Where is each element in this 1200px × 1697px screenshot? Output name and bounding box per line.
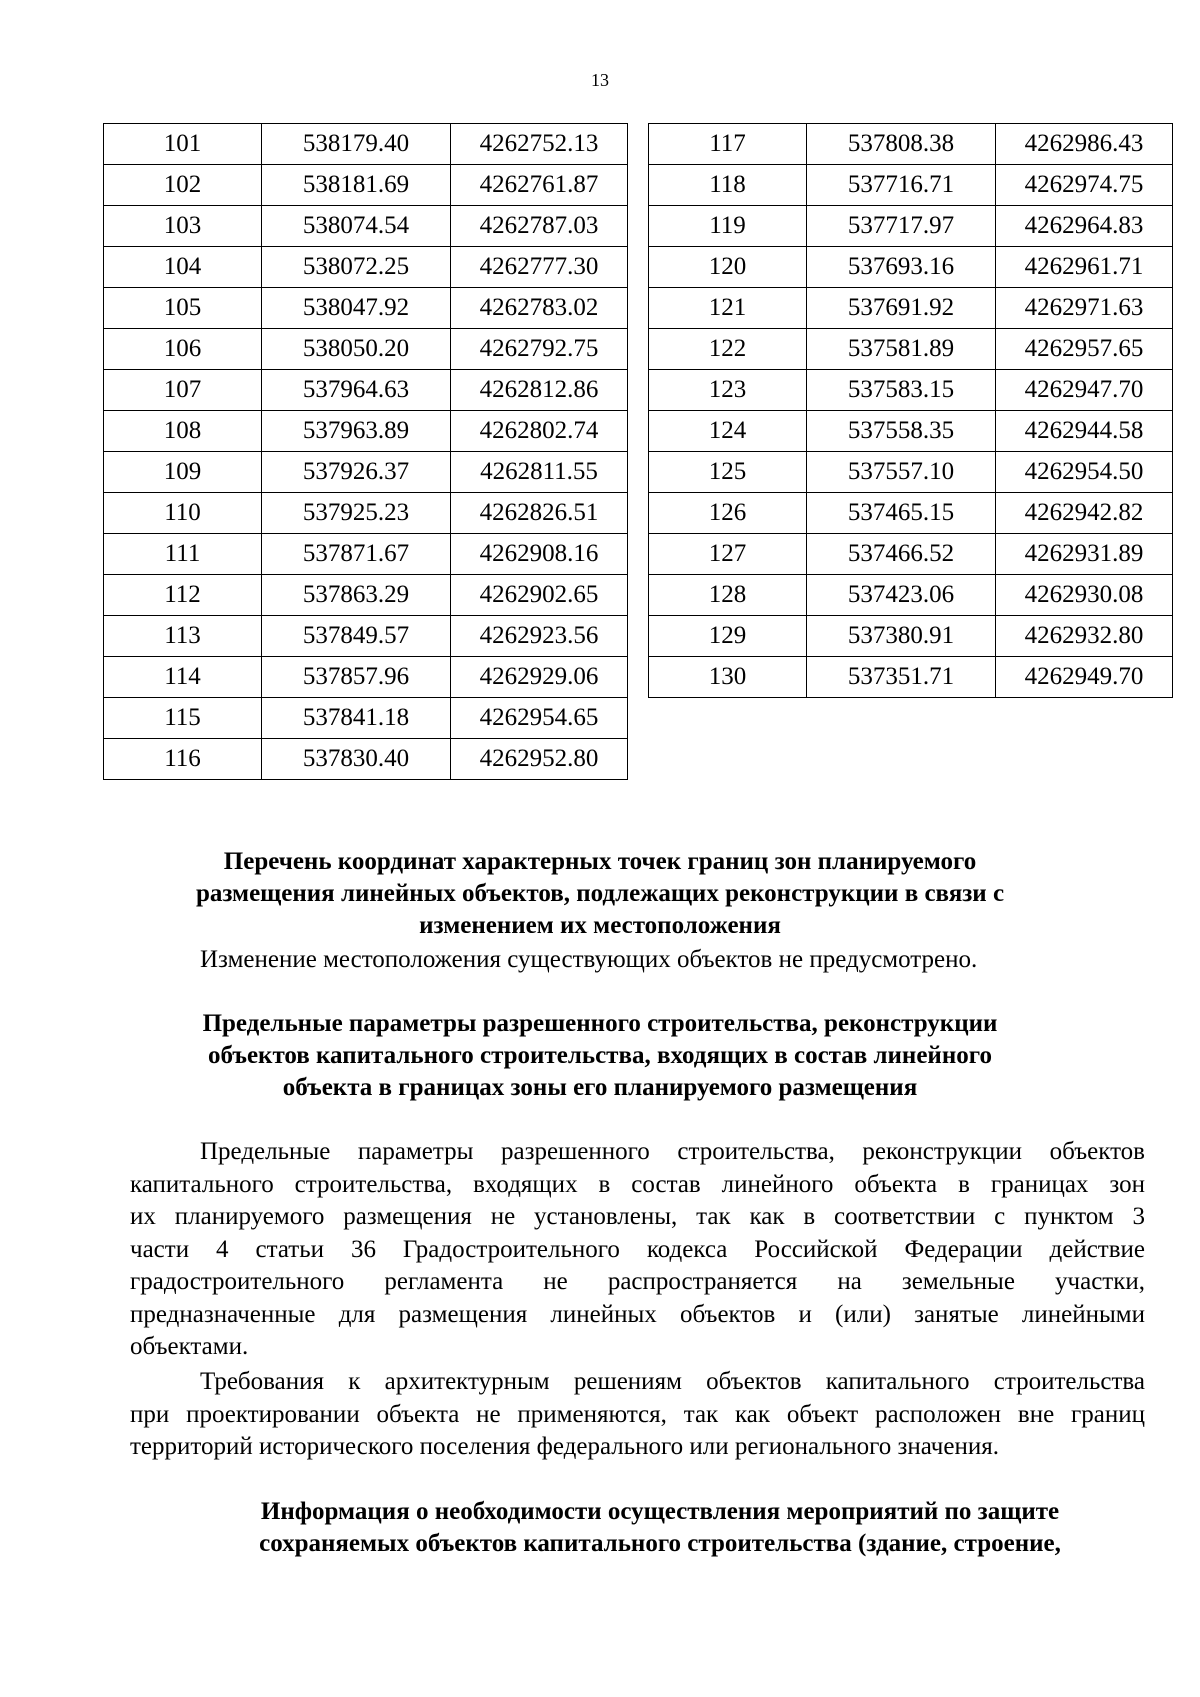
y-coordinate-cell: 4262961.71 <box>996 247 1173 288</box>
x-coordinate-cell: 537925.23 <box>262 493 451 534</box>
paragraph-line: Требования к архитектурным решениям объектов капитального строительства <box>200 1368 1145 1395</box>
paragraph-line: предназначенные для размещения линейных объектов и (или) занятые линейными <box>130 1300 1145 1328</box>
section-heading-coordinates <box>130 846 1070 942</box>
table-row <box>104 370 628 411</box>
table-row <box>649 288 1173 329</box>
point-number-cell: 107 <box>104 370 262 411</box>
heading-line: изменением их местоположения <box>419 912 781 939</box>
x-coordinate-cell: 537466.52 <box>807 534 996 575</box>
x-coordinate-cell: 537557.10 <box>807 452 996 493</box>
x-coordinate-cell: 538181.69 <box>262 165 451 206</box>
point-number-cell: 126 <box>649 493 807 534</box>
section-heading-protection <box>160 1496 1160 1560</box>
y-coordinate-cell: 4262971.63 <box>996 288 1173 329</box>
y-coordinate-cell: 4262811.55 <box>451 452 628 493</box>
x-coordinate-cell: 537583.15 <box>807 370 996 411</box>
table-row <box>104 657 628 698</box>
point-number-cell: 109 <box>104 452 262 493</box>
x-coordinate-cell: 537926.37 <box>262 452 451 493</box>
x-coordinate-cell: 537808.38 <box>807 124 996 165</box>
point-number-cell: 130 <box>649 657 807 698</box>
paragraph-line: части 4 статьи 36 Градостроительного кодекса Российской Федерации действие <box>130 1235 1145 1263</box>
y-coordinate-cell: 4262761.87 <box>451 165 628 206</box>
paragraph-architecture <box>130 1366 1145 1464</box>
y-coordinate-cell: 4262783.02 <box>451 288 628 329</box>
table-row <box>649 493 1173 534</box>
point-number-cell: 120 <box>649 247 807 288</box>
y-coordinate-cell: 4262812.86 <box>451 370 628 411</box>
coordinates-table-right <box>648 123 1173 698</box>
y-coordinate-cell: 4262942.82 <box>996 493 1173 534</box>
x-coordinate-cell: 537380.91 <box>807 616 996 657</box>
table-row <box>649 657 1173 698</box>
table-row <box>104 493 628 534</box>
y-coordinate-cell: 4262802.74 <box>451 411 628 452</box>
x-coordinate-cell: 537693.16 <box>807 247 996 288</box>
heading-line: объекта в границах зоны его планируемого размещения <box>282 1074 918 1101</box>
x-coordinate-cell: 537423.06 <box>807 575 996 616</box>
section-heading-parameters <box>130 1008 1070 1104</box>
point-number-cell: 105 <box>104 288 262 329</box>
paragraph-line: градостроительного регламента не распространяется на земельные участки, <box>130 1268 1145 1295</box>
x-coordinate-cell: 538179.40 <box>262 124 451 165</box>
x-coordinate-cell: 537830.40 <box>262 739 451 780</box>
x-coordinate-cell: 537691.92 <box>807 288 996 329</box>
point-number-cell: 123 <box>649 370 807 411</box>
y-coordinate-cell: 4262931.89 <box>996 534 1173 575</box>
x-coordinate-cell: 538050.20 <box>262 329 451 370</box>
table-row <box>649 247 1173 288</box>
table-row <box>649 206 1173 247</box>
y-coordinate-cell: 4262792.75 <box>451 329 628 370</box>
x-coordinate-cell: 537558.35 <box>807 411 996 452</box>
table-row <box>104 534 628 575</box>
y-coordinate-cell: 4262902.65 <box>451 575 628 616</box>
y-coordinate-cell: 4262957.65 <box>996 329 1173 370</box>
x-coordinate-cell: 537465.15 <box>807 493 996 534</box>
y-coordinate-cell: 4262949.70 <box>996 657 1173 698</box>
point-number-cell: 129 <box>649 616 807 657</box>
table-row <box>649 616 1173 657</box>
point-number-cell: 124 <box>649 411 807 452</box>
x-coordinate-cell: 537863.29 <box>262 575 451 616</box>
x-coordinate-cell: 537871.67 <box>262 534 451 575</box>
x-coordinate-cell: 538047.92 <box>262 288 451 329</box>
point-number-cell: 106 <box>104 329 262 370</box>
point-number-cell: 116 <box>104 739 262 780</box>
table-row <box>104 452 628 493</box>
table-row <box>104 206 628 247</box>
y-coordinate-cell: 4262923.56 <box>451 616 628 657</box>
paragraph-line: капитального строительства, входящих в состав линейного объекта в границах зон <box>130 1170 1145 1198</box>
y-coordinate-cell: 4262932.80 <box>996 616 1173 657</box>
point-number-cell: 118 <box>649 165 807 206</box>
heading-line: Перечень координат характерных точек границ зон планируемого <box>223 848 977 875</box>
table-row <box>104 411 628 452</box>
table-row <box>104 329 628 370</box>
point-number-cell: 127 <box>649 534 807 575</box>
table-row <box>649 329 1173 370</box>
y-coordinate-cell: 4262954.65 <box>451 698 628 739</box>
x-coordinate-cell: 537716.71 <box>807 165 996 206</box>
table-row <box>649 370 1173 411</box>
table-row <box>649 575 1173 616</box>
point-number-cell: 104 <box>104 247 262 288</box>
table-row <box>104 288 628 329</box>
table-row <box>649 534 1173 575</box>
heading-line: сохраняемых объектов капитального строительства (здание, строение, <box>259 1530 1061 1557</box>
x-coordinate-cell: 537581.89 <box>807 329 996 370</box>
y-coordinate-cell: 4262986.43 <box>996 124 1173 165</box>
paragraph-line: объектами. <box>130 1333 249 1360</box>
x-coordinate-cell: 538074.54 <box>262 206 451 247</box>
x-coordinate-cell: 537964.63 <box>262 370 451 411</box>
point-number-cell: 125 <box>649 452 807 493</box>
table-row <box>104 575 628 616</box>
y-coordinate-cell: 4262930.08 <box>996 575 1173 616</box>
point-number-cell: 117 <box>649 124 807 165</box>
y-coordinate-cell: 4262974.75 <box>996 165 1173 206</box>
y-coordinate-cell: 4262777.30 <box>451 247 628 288</box>
x-coordinate-cell: 537841.18 <box>262 698 451 739</box>
point-number-cell: 108 <box>104 411 262 452</box>
point-number-cell: 112 <box>104 575 262 616</box>
section-text-no-change: Изменение местоположения существующих объектов не предусмотрено. <box>200 946 978 973</box>
y-coordinate-cell: 4262929.06 <box>451 657 628 698</box>
x-coordinate-cell: 537963.89 <box>262 411 451 452</box>
y-coordinate-cell: 4262787.03 <box>451 206 628 247</box>
y-coordinate-cell: 4262944.58 <box>996 411 1173 452</box>
x-coordinate-cell: 537857.96 <box>262 657 451 698</box>
heading-line: Информация о необходимости осуществления мероприятий по защите <box>260 1498 1060 1525</box>
point-number-cell: 101 <box>104 124 262 165</box>
x-coordinate-cell: 538072.25 <box>262 247 451 288</box>
table-row <box>104 165 628 206</box>
y-coordinate-cell: 4262964.83 <box>996 206 1173 247</box>
point-number-cell: 102 <box>104 165 262 206</box>
table-row <box>104 124 628 165</box>
y-coordinate-cell: 4262954.50 <box>996 452 1173 493</box>
point-number-cell: 103 <box>104 206 262 247</box>
table-row <box>649 124 1173 165</box>
point-number-cell: 111 <box>104 534 262 575</box>
coordinates-table-left <box>103 123 628 780</box>
y-coordinate-cell: 4262752.13 <box>451 124 628 165</box>
heading-line: размещения линейных объектов, подлежащих реконструкции в связи с <box>195 880 1005 907</box>
table-row <box>104 616 628 657</box>
point-number-cell: 121 <box>649 288 807 329</box>
y-coordinate-cell: 4262826.51 <box>451 493 628 534</box>
x-coordinate-cell: 537849.57 <box>262 616 451 657</box>
point-number-cell: 113 <box>104 616 262 657</box>
paragraph-line: территорий исторического поселения федерального или регионального значения. <box>130 1433 999 1460</box>
y-coordinate-cell: 4262952.80 <box>451 739 628 780</box>
table-row <box>649 411 1173 452</box>
heading-line: объектов капитального строительства, входящих в состав линейного <box>208 1042 992 1069</box>
page-number: 13 <box>591 70 609 90</box>
table-row <box>649 452 1173 493</box>
point-number-cell: 128 <box>649 575 807 616</box>
table-row <box>649 165 1173 206</box>
y-coordinate-cell: 4262908.16 <box>451 534 628 575</box>
paragraph-line: Предельные параметры разрешенного строительства, реконструкции объектов <box>200 1138 1145 1165</box>
paragraph-line: при проектировании объекта не применяются, так как объект расположен вне границ <box>130 1400 1145 1428</box>
x-coordinate-cell: 537717.97 <box>807 206 996 247</box>
table-row <box>104 698 628 739</box>
point-number-cell: 110 <box>104 493 262 534</box>
point-number-cell: 114 <box>104 657 262 698</box>
y-coordinate-cell: 4262947.70 <box>996 370 1173 411</box>
table-row <box>104 247 628 288</box>
paragraph-line: их планируемого размещения не установлены, так как в соответствии с пунктом 3 <box>130 1203 1145 1230</box>
table-row <box>104 739 628 780</box>
point-number-cell: 119 <box>649 206 807 247</box>
point-number-cell: 115 <box>104 698 262 739</box>
paragraph-parameters <box>130 1136 1145 1364</box>
heading-line: Предельные параметры разрешенного строительства, реконструкции <box>202 1010 998 1037</box>
point-number-cell: 122 <box>649 329 807 370</box>
x-coordinate-cell: 537351.71 <box>807 657 996 698</box>
